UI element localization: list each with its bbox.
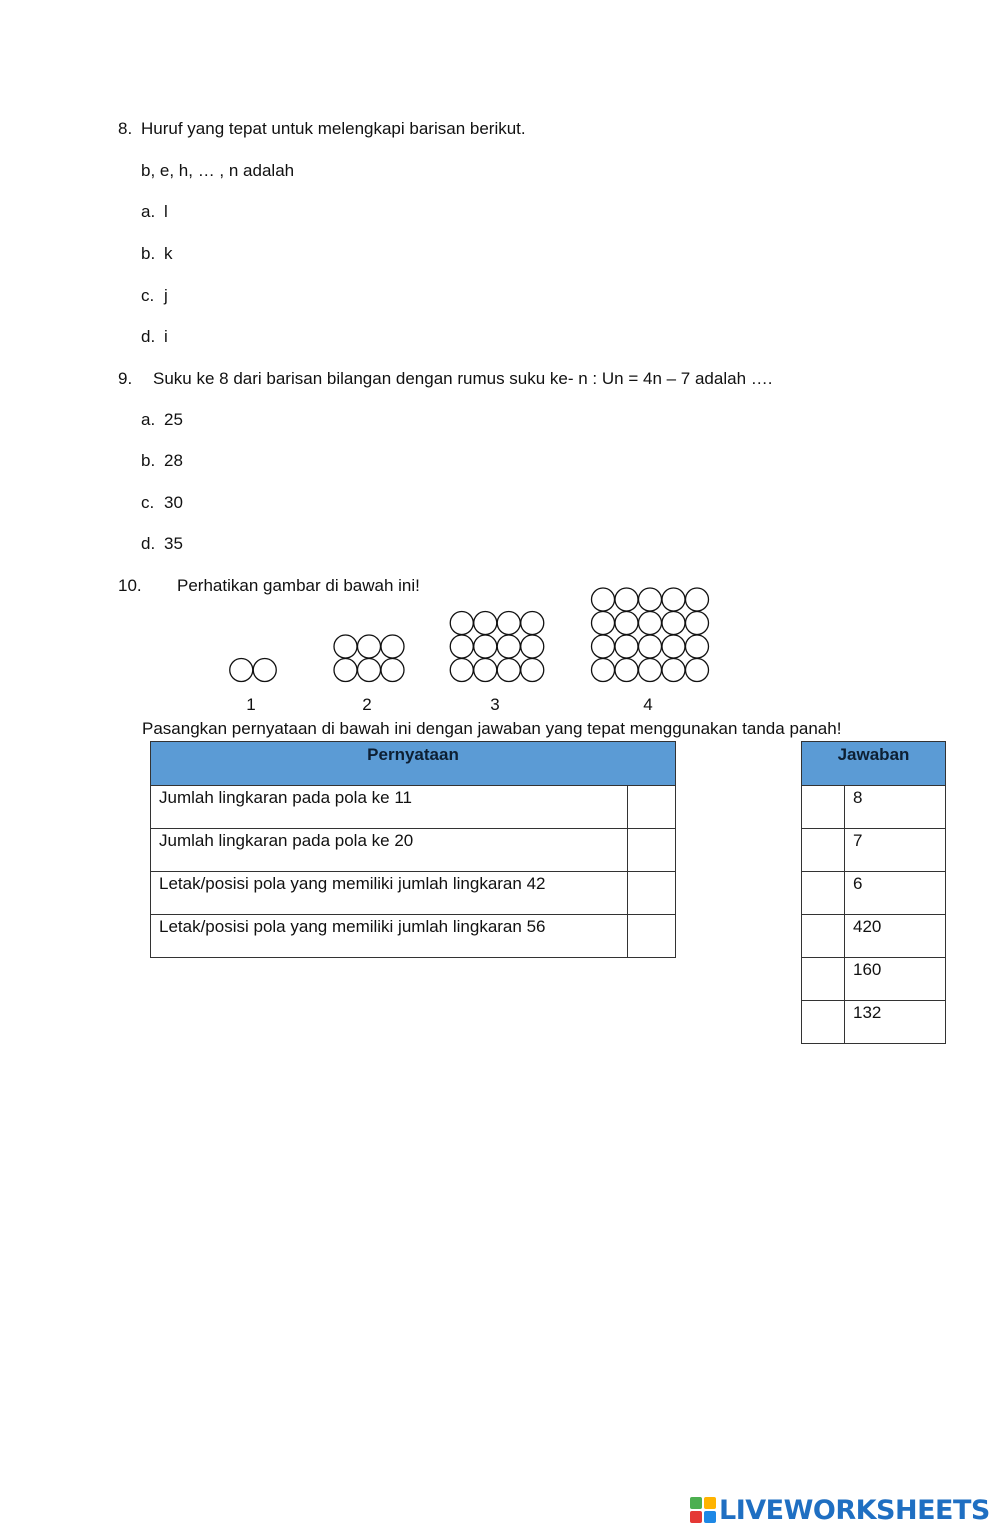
- statement-text: Jumlah lingkaran pada pola ke 20: [151, 829, 628, 872]
- pattern-4-circle: [639, 635, 662, 658]
- answer-arrow-cell[interactable]: [802, 1001, 845, 1044]
- q8-question-text: Huruf yang tepat untuk melengkapi barisan berikut.: [141, 119, 526, 138]
- answer-arrow-cell[interactable]: [802, 786, 845, 829]
- pattern-3-circle: [474, 612, 497, 635]
- logo-square: [704, 1497, 716, 1509]
- statement-text: Letak/posisi pola yang memiliki jumlah lingkaran 56: [151, 915, 628, 958]
- pattern-4-circle: [639, 659, 662, 682]
- q9-option-a-letter: a.: [141, 410, 156, 429]
- answer-row: [802, 915, 946, 958]
- pattern-3-circle: [450, 612, 473, 635]
- answer-row: [802, 1001, 946, 1044]
- answer-row: [802, 872, 946, 915]
- pattern-4-circle: [592, 659, 615, 682]
- q9-option-c-text: 30: [164, 493, 183, 512]
- pattern-2-circle: [334, 659, 357, 682]
- statement-row: [151, 872, 676, 915]
- answer-value: 420: [845, 915, 946, 958]
- pattern-3-circle: [450, 635, 473, 658]
- pattern-3-circle: [497, 635, 520, 658]
- pattern-label: 2: [362, 695, 372, 714]
- statement-arrow-cell[interactable]: [628, 915, 676, 958]
- q8-option-b-text: k: [164, 244, 173, 263]
- statement-arrow-cell[interactable]: [628, 829, 676, 872]
- q9-option-a-text: 25: [164, 410, 183, 429]
- statement-row: [151, 915, 676, 958]
- q9-option-c-letter: c.: [141, 493, 155, 512]
- answer-arrow-cell[interactable]: [802, 915, 845, 958]
- statement-arrow-cell[interactable]: [628, 872, 676, 915]
- pattern-3-circle: [474, 659, 497, 682]
- answer-table: [801, 741, 946, 1044]
- q9-option-d-letter: d.: [141, 534, 156, 553]
- answer-arrow-cell[interactable]: [802, 829, 845, 872]
- pattern-4-circle: [592, 612, 615, 635]
- answer-value: 8: [845, 786, 946, 829]
- statement-header: Pernyataan: [151, 742, 676, 786]
- pattern-4-circle: [615, 612, 638, 635]
- statement-table: [150, 741, 676, 958]
- logo-square: [690, 1511, 702, 1523]
- pattern-4-circle: [592, 588, 615, 611]
- pattern-4-circle: [639, 612, 662, 635]
- pattern-4-circle: [639, 588, 662, 611]
- liveworksheets-logo-icon: [690, 1497, 716, 1523]
- answer-value: 160: [845, 958, 946, 1001]
- q9-option-b-text: 28: [164, 451, 183, 470]
- pattern-3-circle: [450, 659, 473, 682]
- pattern-3-circle: [474, 635, 497, 658]
- q8-sequence: b, e, h, … , n adalah: [141, 161, 295, 180]
- q8-option-a-text: l: [164, 202, 168, 221]
- statement-arrow-cell[interactable]: [628, 786, 676, 829]
- answer-row: [802, 829, 946, 872]
- pattern-4-circle: [662, 612, 685, 635]
- logo-square: [704, 1511, 716, 1523]
- liveworksheets-logo: [690, 1495, 990, 1525]
- pattern-2-circle: [381, 659, 404, 682]
- pattern-label: 3: [490, 695, 500, 714]
- pattern-3-circle: [497, 612, 520, 635]
- q8-option-d-text: i: [164, 327, 168, 346]
- pattern-4-circle: [686, 588, 709, 611]
- q8-option-c-letter: c.: [141, 286, 155, 305]
- pattern-2-circle: [334, 635, 357, 658]
- logo-square: [690, 1497, 702, 1509]
- q8-option-a-letter: a.: [141, 202, 156, 221]
- answer-row: [802, 786, 946, 829]
- q9-option-d-text: 35: [164, 534, 183, 553]
- pattern-3-circle: [521, 612, 544, 635]
- q9-option-b-letter: b.: [141, 451, 156, 470]
- pattern-4-circle: [686, 659, 709, 682]
- answer-arrow-cell[interactable]: [802, 872, 845, 915]
- q8-number: 8.: [118, 119, 133, 138]
- pattern-4-circle: [662, 588, 685, 611]
- pattern-4-circle: [615, 635, 638, 658]
- pattern-4-circle: [662, 635, 685, 658]
- answer-value: 132: [845, 1001, 946, 1044]
- q10-number: 10.: [118, 576, 142, 595]
- q8-option-b-letter: b.: [141, 244, 156, 263]
- statement-row: [151, 786, 676, 829]
- pattern-4-circle: [592, 635, 615, 658]
- q8-option-c-text: j: [164, 286, 168, 305]
- pattern-4-circle: [662, 659, 685, 682]
- answer-value: 6: [845, 872, 946, 915]
- pattern-4-circle: [686, 612, 709, 635]
- answer-value: 7: [845, 829, 946, 872]
- pattern-1-circle: [230, 659, 253, 682]
- q9-question-text: Suku ke 8 dari barisan bilangan dengan rumus suku ke- n : Un = 4n – 7 adalah ….: [153, 369, 773, 388]
- answer-header: Jawaban: [802, 742, 946, 786]
- q10-instruction: Pasangkan pernyataan di bawah ini dengan jawaban yang tepat menggunakan tanda panah!: [142, 719, 842, 738]
- statement-text: Letak/posisi pola yang memiliki jumlah lingkaran 42: [151, 872, 628, 915]
- pattern-3-circle: [521, 635, 544, 658]
- statement-row: [151, 829, 676, 872]
- pattern-4-circle: [615, 659, 638, 682]
- liveworksheets-logo-text: LIVEWORKSHEETS: [719, 1494, 990, 1526]
- answer-row: [802, 958, 946, 1001]
- pattern-2-circle: [358, 635, 381, 658]
- q9-number: 9.: [118, 369, 133, 388]
- q10-question-text: Perhatikan gambar di bawah ini!: [177, 576, 420, 595]
- q8-option-d-letter: d.: [141, 327, 156, 346]
- circle-pattern-figure: [0, 580, 1000, 720]
- pattern-4-circle: [686, 635, 709, 658]
- pattern-4-circle: [615, 588, 638, 611]
- pattern-2-circle: [358, 659, 381, 682]
- pattern-label: 4: [643, 695, 653, 714]
- pattern-label: 1: [246, 695, 256, 714]
- pattern-3-circle: [521, 659, 544, 682]
- statement-text: Jumlah lingkaran pada pola ke 11: [151, 786, 628, 829]
- pattern-3-circle: [497, 659, 520, 682]
- answer-arrow-cell[interactable]: [802, 958, 845, 1001]
- pattern-1-circle: [253, 659, 276, 682]
- pattern-2-circle: [381, 635, 404, 658]
